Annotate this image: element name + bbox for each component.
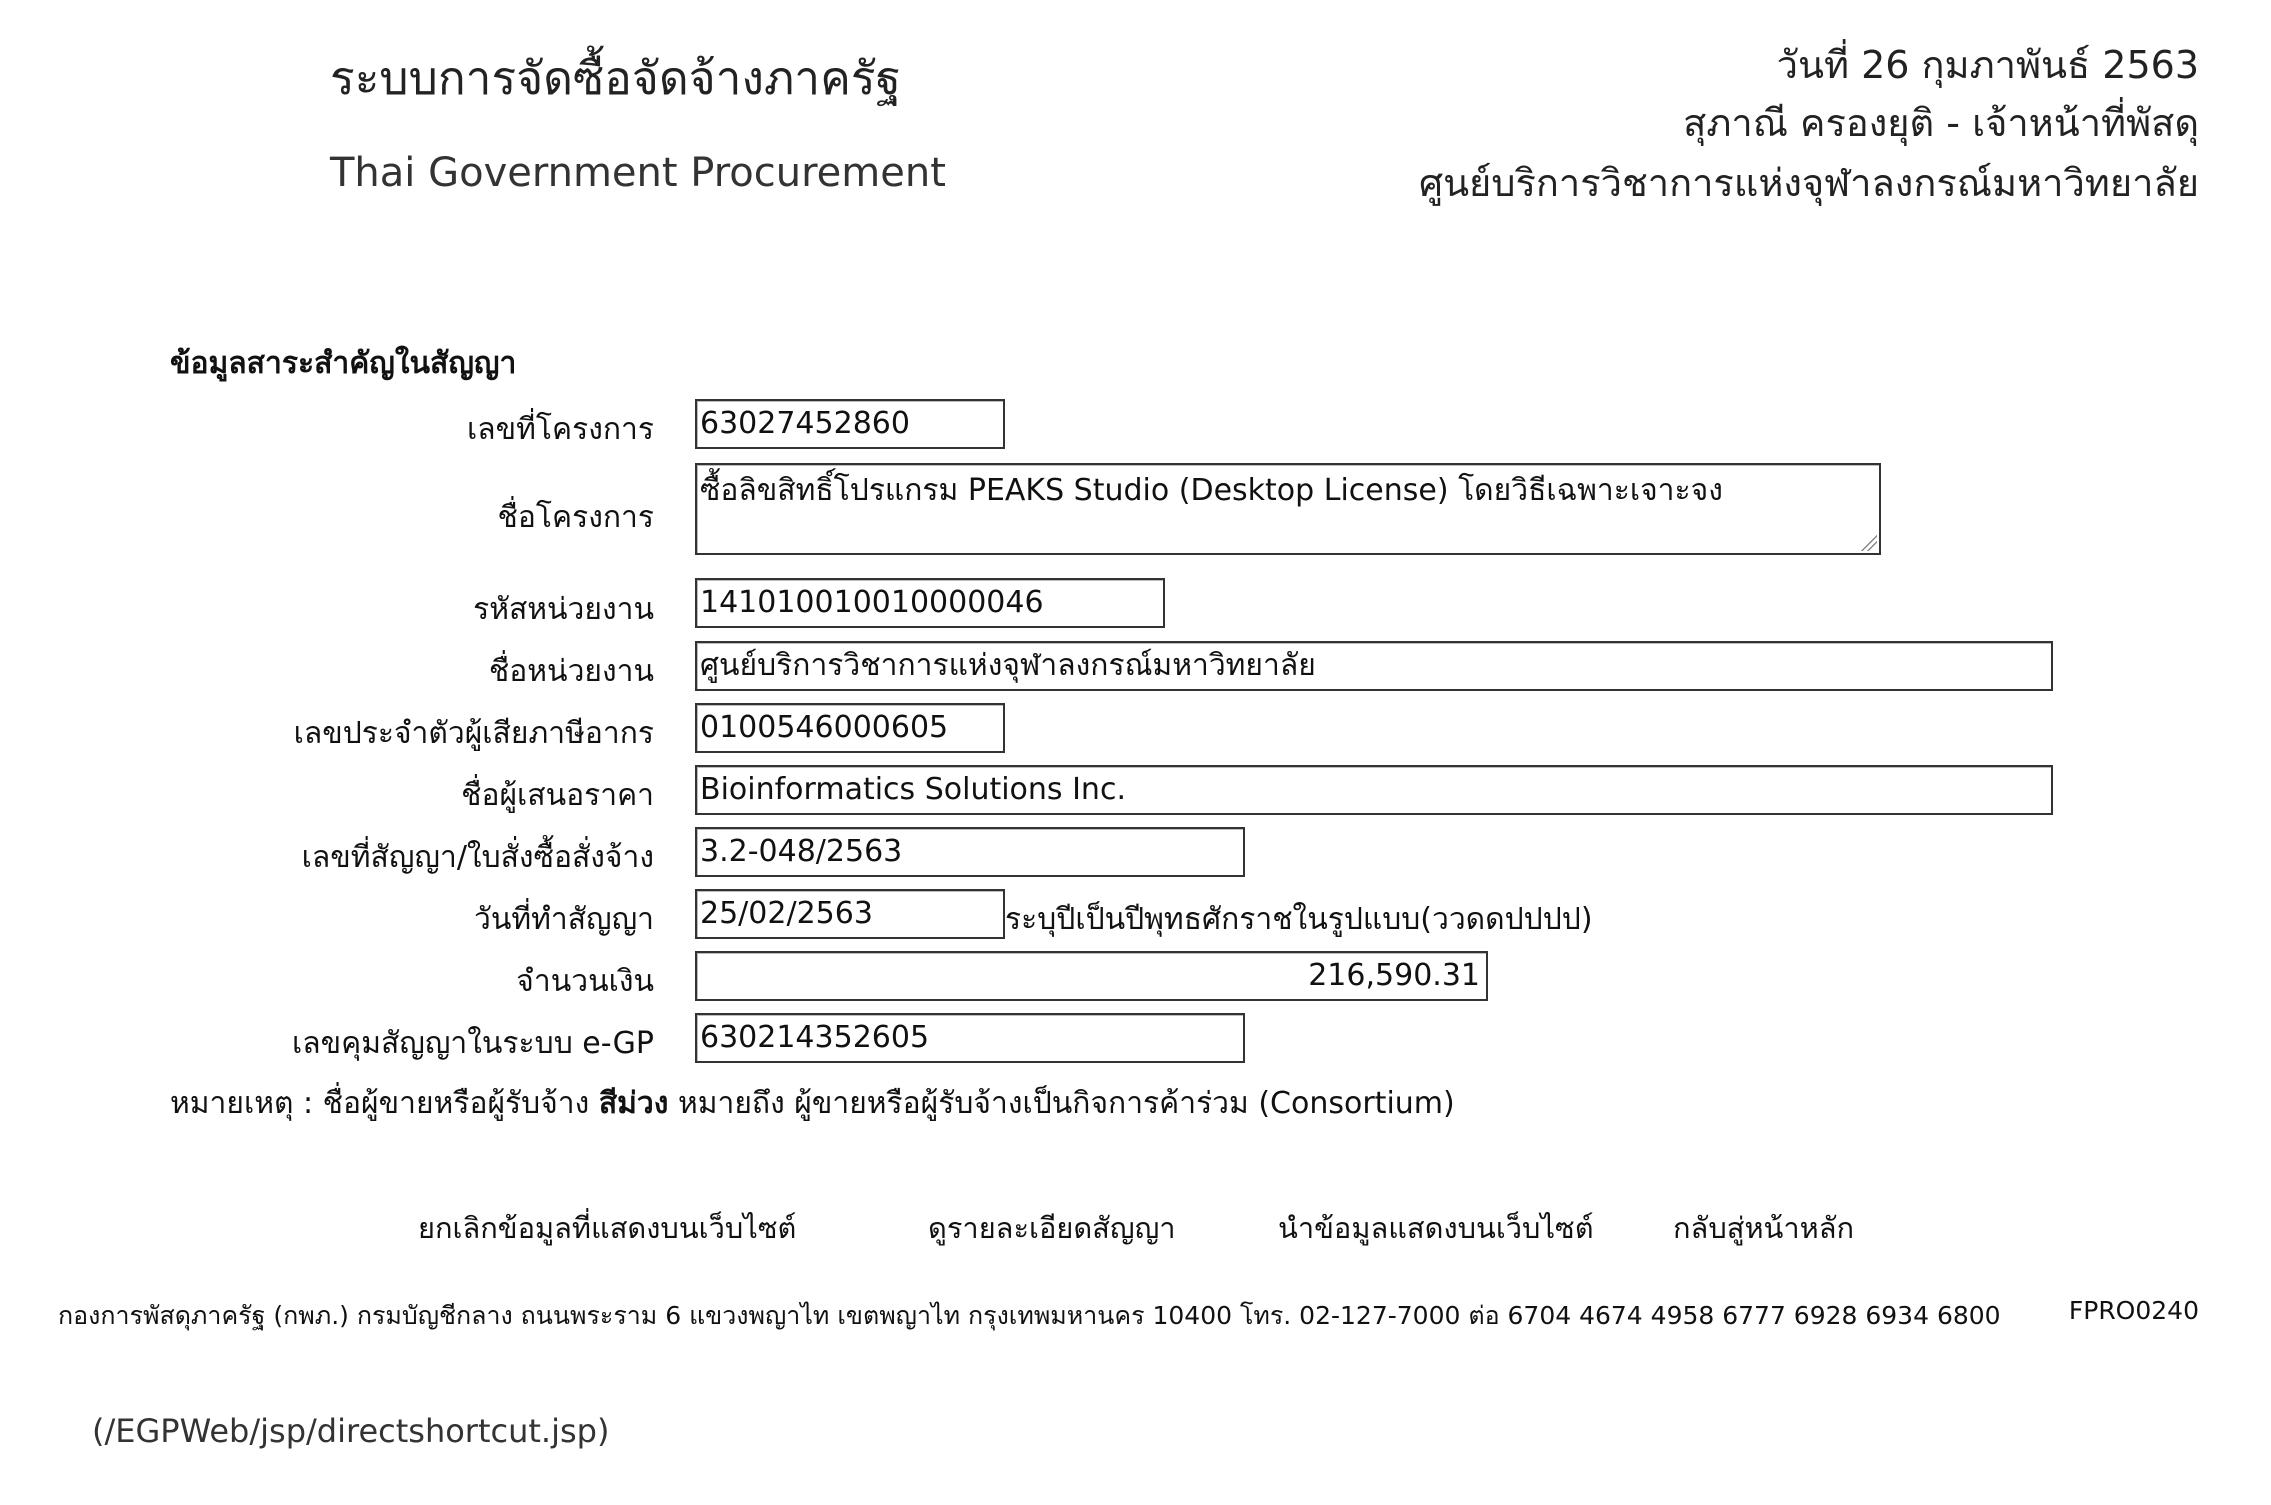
note-suffix: หมายถึง ผู้ขายหรือผู้รับจ้างเป็นกิจการค้าร่วม (Consortium) xyxy=(668,1086,1455,1121)
amount-label: จำนวนเงิน xyxy=(516,964,654,999)
contract-date-hint: ระบุปีเป็นปีพุทธศักราชในรูปแบบ(ววดดปปปป) xyxy=(1005,902,1593,937)
section-title: ข้อมูลสาระสำคัญในสัญญา xyxy=(170,346,517,381)
system-title-thai: ระบบการจัดซื้อจัดจ้างภาครัฐ xyxy=(330,51,901,105)
note-prefix: หมายเหตุ : ชื่อผู้ขายหรือผู้รับจ้าง xyxy=(170,1086,599,1121)
project-name-label: ชื่อโครงการ xyxy=(497,500,654,535)
project-name-textarea[interactable] xyxy=(695,463,1881,555)
project-no-label: เลขที่โครงการ xyxy=(467,412,654,447)
tax-id-field[interactable]: 0100546000605 xyxy=(695,703,1005,753)
footer-page-code: FPRO0240 xyxy=(2068,1296,2199,1325)
contract-no-field[interactable]: 3.2-048/2563 xyxy=(695,827,1245,877)
contract-no-label: เลขที่สัญญา/ใบสั่งซื้อสั่งจ้าง xyxy=(301,840,654,875)
project-name-value: ซื้อลิขสิทธิ์โปรแกรม PEAKS Studio (Desktop License) โดยวิธีเฉพาะเจาะจง xyxy=(700,473,1723,508)
back-home-link[interactable]: กลับสู่หน้าหลัก xyxy=(1673,1211,1855,1245)
view-contract-link[interactable]: ดูรายละเอียดสัญญา xyxy=(928,1211,1176,1245)
show-on-web-link[interactable]: นำข้อมูลแสดงบนเว็บไซต์ xyxy=(1278,1211,1594,1245)
unit-code-label: รหัสหน่วยงาน xyxy=(473,592,654,627)
header-date: วันที่ 26 กุมภาพันธ์ 2563 xyxy=(1776,43,2199,87)
shortcut-url: (/EGPWeb/jsp/directshortcut.jsp) xyxy=(92,1412,610,1450)
system-title-english: Thai Government Procurement xyxy=(330,150,946,196)
consortium-note xyxy=(170,1080,1455,1127)
cancel-display-link[interactable]: ยกเลิกข้อมูลที่แสดงบนเว็บไซต์ xyxy=(418,1211,797,1245)
bidder-name-field[interactable]: Bioinformatics Solutions Inc. xyxy=(695,765,2053,815)
unit-name-field[interactable]: ศูนย์บริการวิชาการแห่งจุฬาลงกรณ์มหาวิทยาลัย xyxy=(695,641,2053,691)
unit-code-field[interactable]: 141010010010000046 xyxy=(695,578,1165,628)
amount-field[interactable]: 216,590.31 xyxy=(695,951,1488,1001)
unit-name-label: ชื่อหน่วยงาน xyxy=(488,654,654,689)
contract-date-field[interactable]: 25/02/2563 xyxy=(695,889,1005,939)
egp-no-label: เลขคุมสัญญาในระบบ e-GP xyxy=(292,1026,654,1061)
resize-handle-icon[interactable] xyxy=(1859,533,1877,551)
header-agency: ศูนย์บริการวิชาการแห่งจุฬาลงกรณ์มหาวิทยาลัย xyxy=(1418,161,2199,205)
project-no-field[interactable]: 63027452860 xyxy=(695,399,1005,449)
footer-address: กองการพัสดุภาครัฐ (กพภ.) กรมบัญชีกลาง ถนนพระราม 6 แขวงพญาไท เขตพญาไท กรุงเทพมหานคร 10400 โทร. 02-127-7000 ต่อ 6704 4674 4958 6777 6928 6934 6800 xyxy=(58,1301,2001,1330)
bidder-name-label: ชื่อผู้เสนอราคา xyxy=(461,778,654,813)
egp-no-field[interactable]: 630214352605 xyxy=(695,1013,1245,1063)
contract-date-label: วันที่ทำสัญญา xyxy=(473,902,654,937)
note-highlight: สีม่วง xyxy=(598,1086,669,1121)
header-officer: สุภาณี ครองยุติ - เจ้าหน้าที่พัสดุ xyxy=(1683,101,2199,145)
tax-id-label: เลขประจำตัวผู้เสียภาษีอากร xyxy=(293,716,654,751)
